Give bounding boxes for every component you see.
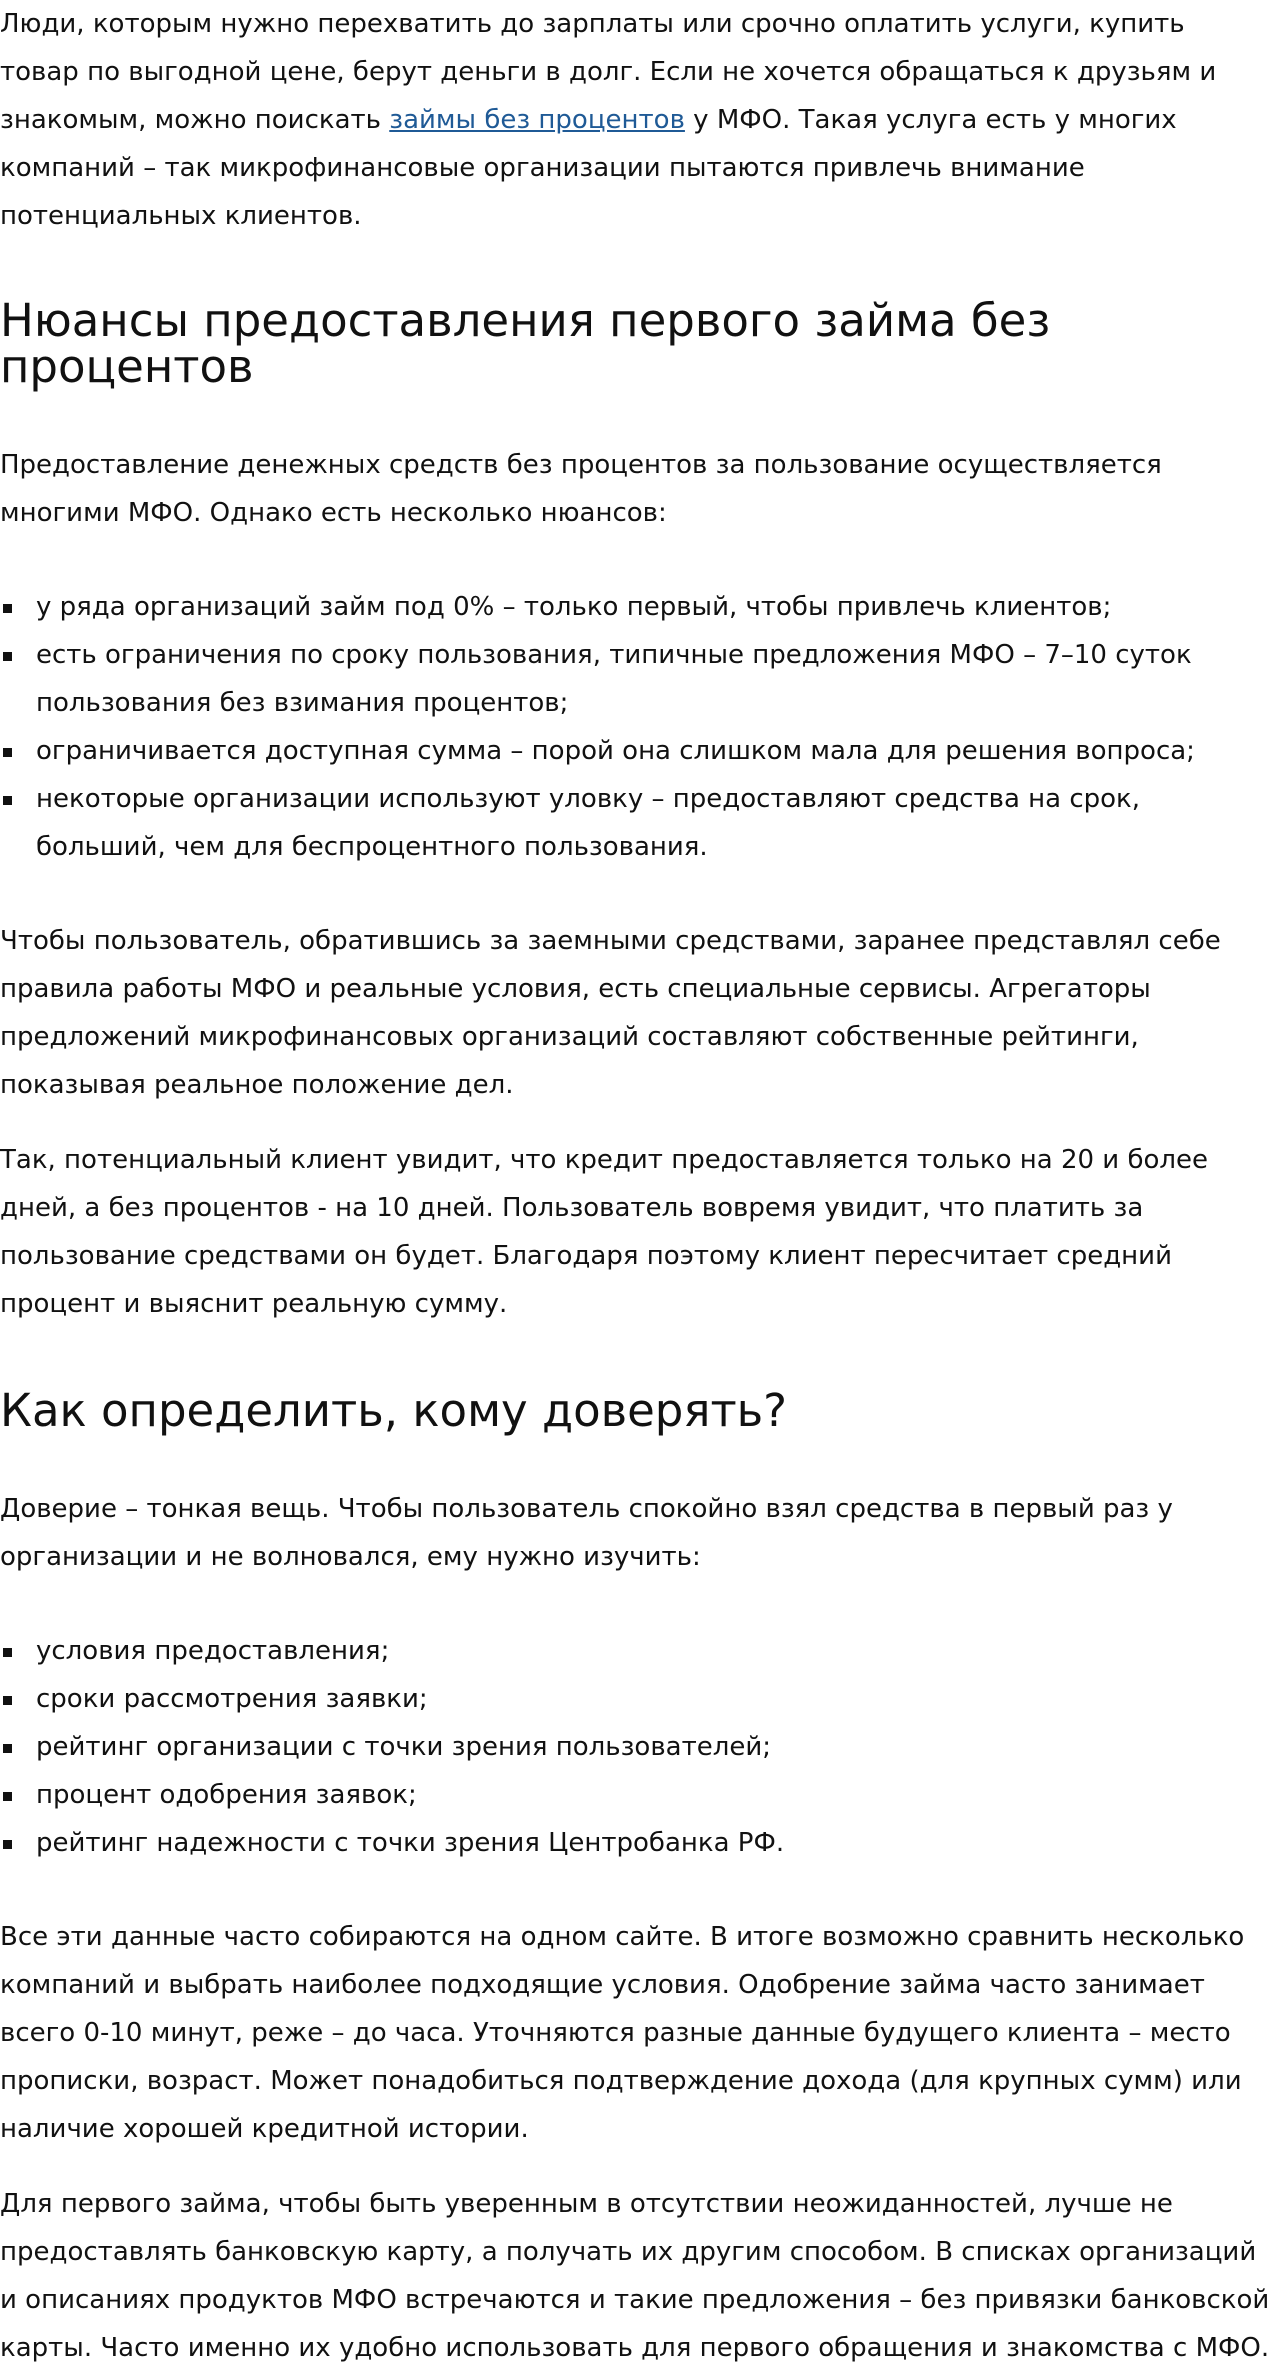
list-item xyxy=(0,1675,1270,1723)
list-item-text: есть ограничения по сроку пользования, типичные предложения МФО – 7–10 суток пользования без взимания процентов; xyxy=(36,640,1192,718)
list-item xyxy=(0,1627,1270,1675)
client-example-paragraph: Так, потенциальный клиент увидит, что кредит предоставляется только на 20 и более дней, а без процентов - на 10 дней. Пользователь вовремя увидит, что платить за пользование средствами он будет. Благодаря поэтому клиент пересчитает средний процент и выяснит реальную сумму. xyxy=(0,1145,1209,1319)
square-bullet-icon xyxy=(3,1792,12,1801)
interest-free-loans-link[interactable]: займы без процентов xyxy=(389,105,685,135)
square-bullet-icon xyxy=(3,1648,12,1657)
comparison-paragraph: Все эти данные часто собираются на одном сайте. В итоге возможно сравнить несколько компаний и выбрать наиболее подходящие условия. Одобрение займа часто занимает всего 0-10 минут, реже – до часа. Уточняются разные данные будущего клиента – место прописки, возраст. Может понадобиться подтверждение дохода (для крупных сумм) или наличие хорошей кредитной истории. xyxy=(0,1922,1245,2144)
list-item xyxy=(0,631,1270,727)
intro-text-start: Люди, которым нужно перехватить до зарплаты или срочно оплатить услуги, купить товар по выгодной цене, берут деньги в долг. Если не хочется обращаться к друзьям и знакомым, можно поискать xyxy=(0,9,1217,135)
list-item xyxy=(0,1723,1270,1771)
square-bullet-icon xyxy=(3,1744,12,1753)
intro-paragraph xyxy=(0,0,1270,240)
list-item-text: ограничивается доступная сумма – порой она слишком мала для решения вопроса; xyxy=(36,736,1195,766)
list-item xyxy=(0,727,1270,775)
intro-text-end: у МФО. Такая услуга есть у многих компаний – так микрофинансовые организации пытаются привлечь внимание потенциальных клиентов. xyxy=(0,105,1177,231)
list-item-text: процент одобрения заявок; xyxy=(36,1780,417,1810)
square-bullet-icon xyxy=(3,652,12,661)
heading-first-loan-nuances: Нюансы предоставления первого займа без процентов xyxy=(0,294,1051,393)
trust-criteria-list xyxy=(0,1627,1270,1867)
list-item-text: сроки рассмотрения заявки; xyxy=(36,1684,428,1714)
square-bullet-icon xyxy=(3,796,12,805)
list-item-text: у ряда организаций займ под 0% – только первый, чтобы привлечь клиентов; xyxy=(36,592,1112,622)
list-item-text: рейтинг организации с точки зрения пользователей; xyxy=(36,1732,771,1762)
nuances-list xyxy=(0,583,1270,871)
nuances-intro-paragraph: Предоставление денежных средств без процентов за пользование осуществляется многими МФО. Однако есть несколько нюансов: xyxy=(0,450,1162,528)
list-item xyxy=(0,1819,1270,1867)
list-item xyxy=(0,1771,1270,1819)
trust-intro-paragraph: Доверие – тонкая вещь. Чтобы пользователь спокойно взял средства в первый раз у организации и не волновался, ему нужно изучить: xyxy=(0,1494,1173,1572)
first-loan-advice-paragraph: Для первого займа, чтобы быть уверенным в отсутствии неожиданностей, лучше не предоставлять банковскую карту, а получать их другим способом. В списках организаций и описаниях продуктов МФО встречаются и такие предложения – без привязки банковской карты. Часто именно их удобно использовать для первого обращения и знакомства с МФО. xyxy=(0,2189,1270,2363)
square-bullet-icon xyxy=(3,604,12,613)
list-item xyxy=(0,775,1270,871)
aggregators-paragraph: Чтобы пользователь, обратившись за заемными средствами, заранее представлял себе правила работы МФО и реальные условия, есть специальные сервисы. Агрегаторы предложений микрофинансовых организаций составляют собственные рейтинги, показывая реальное положение дел. xyxy=(0,926,1221,1100)
list-item xyxy=(0,583,1270,631)
square-bullet-icon xyxy=(3,748,12,757)
list-item-text: рейтинг надежности с точки зрения Центробанка РФ. xyxy=(36,1828,785,1858)
list-item-text: условия предоставления; xyxy=(36,1636,390,1666)
heading-whom-to-trust: Как определить, кому доверять? xyxy=(0,1384,788,1437)
square-bullet-icon xyxy=(3,1840,12,1849)
square-bullet-icon xyxy=(3,1696,12,1705)
list-item-text: некоторые организации используют уловку – предоставляют средства на срок, больший, чем для беспроцентного пользования. xyxy=(36,784,1141,862)
